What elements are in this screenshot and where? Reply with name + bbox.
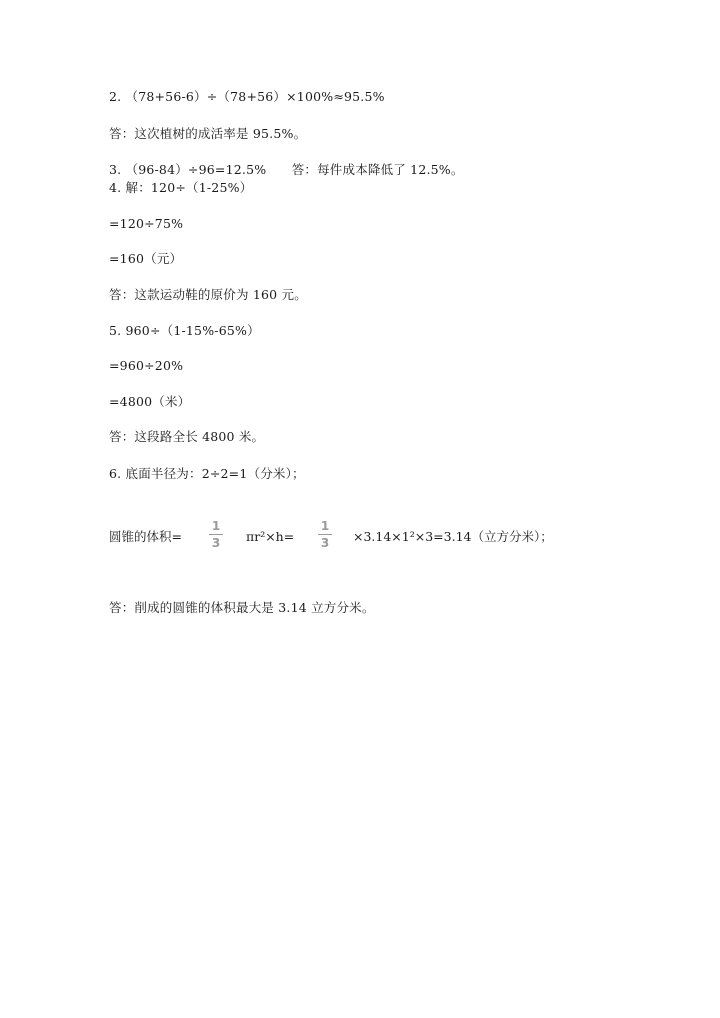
- q2-answer: 答：这次植树的成活率是 95.5%。: [109, 126, 307, 141]
- fraction-denominator: 3: [320, 536, 330, 550]
- q5-answer: 答：这段路全长 4800 米。: [109, 429, 265, 444]
- q5-step-2: =4800（米）: [109, 394, 191, 409]
- fraction-one-third: [318, 520, 332, 550]
- q2-equation: 2. （78+56-6）÷（78+56）×100%≈95.5%: [109, 89, 385, 104]
- q6-volume-formula: [109, 520, 669, 556]
- fraction-numerator: 1: [211, 519, 221, 533]
- q4-step-1: =120÷75%: [109, 216, 184, 231]
- q3-equation-answer: 3. （96-84）÷96=12.5% 答：每件成本降低了 12.5%。: [109, 162, 464, 177]
- fraction-numerator: 1: [320, 519, 330, 533]
- q5-equation: 5. 960÷（1-15%-65%）: [109, 323, 260, 338]
- q6-radius: 6. 底面半径为：2÷2=1（分米）；: [109, 466, 305, 481]
- formula-prefix: 圆锥的体积=: [109, 529, 182, 544]
- q4-solution-start: 4. 解：120÷（1-25%）: [109, 180, 253, 195]
- fraction-one-third: [209, 520, 223, 550]
- fraction-denominator: 3: [211, 536, 221, 550]
- q4-answer: 答：这款运动鞋的原价为 160 元。: [109, 287, 307, 302]
- fraction-bar: [318, 534, 332, 535]
- formula-suffix: ×3.14×1²×3=3.14（立方分米）；: [353, 529, 553, 544]
- fraction-bar: [209, 534, 223, 535]
- q4-step-2: =160（元）: [109, 251, 183, 266]
- q5-step-1: =960÷20%: [109, 358, 184, 373]
- q6-answer: 答：削成的圆锥的体积最大是 3.14 立方分米。: [109, 600, 375, 615]
- formula-middle: πr²×h=: [246, 529, 295, 544]
